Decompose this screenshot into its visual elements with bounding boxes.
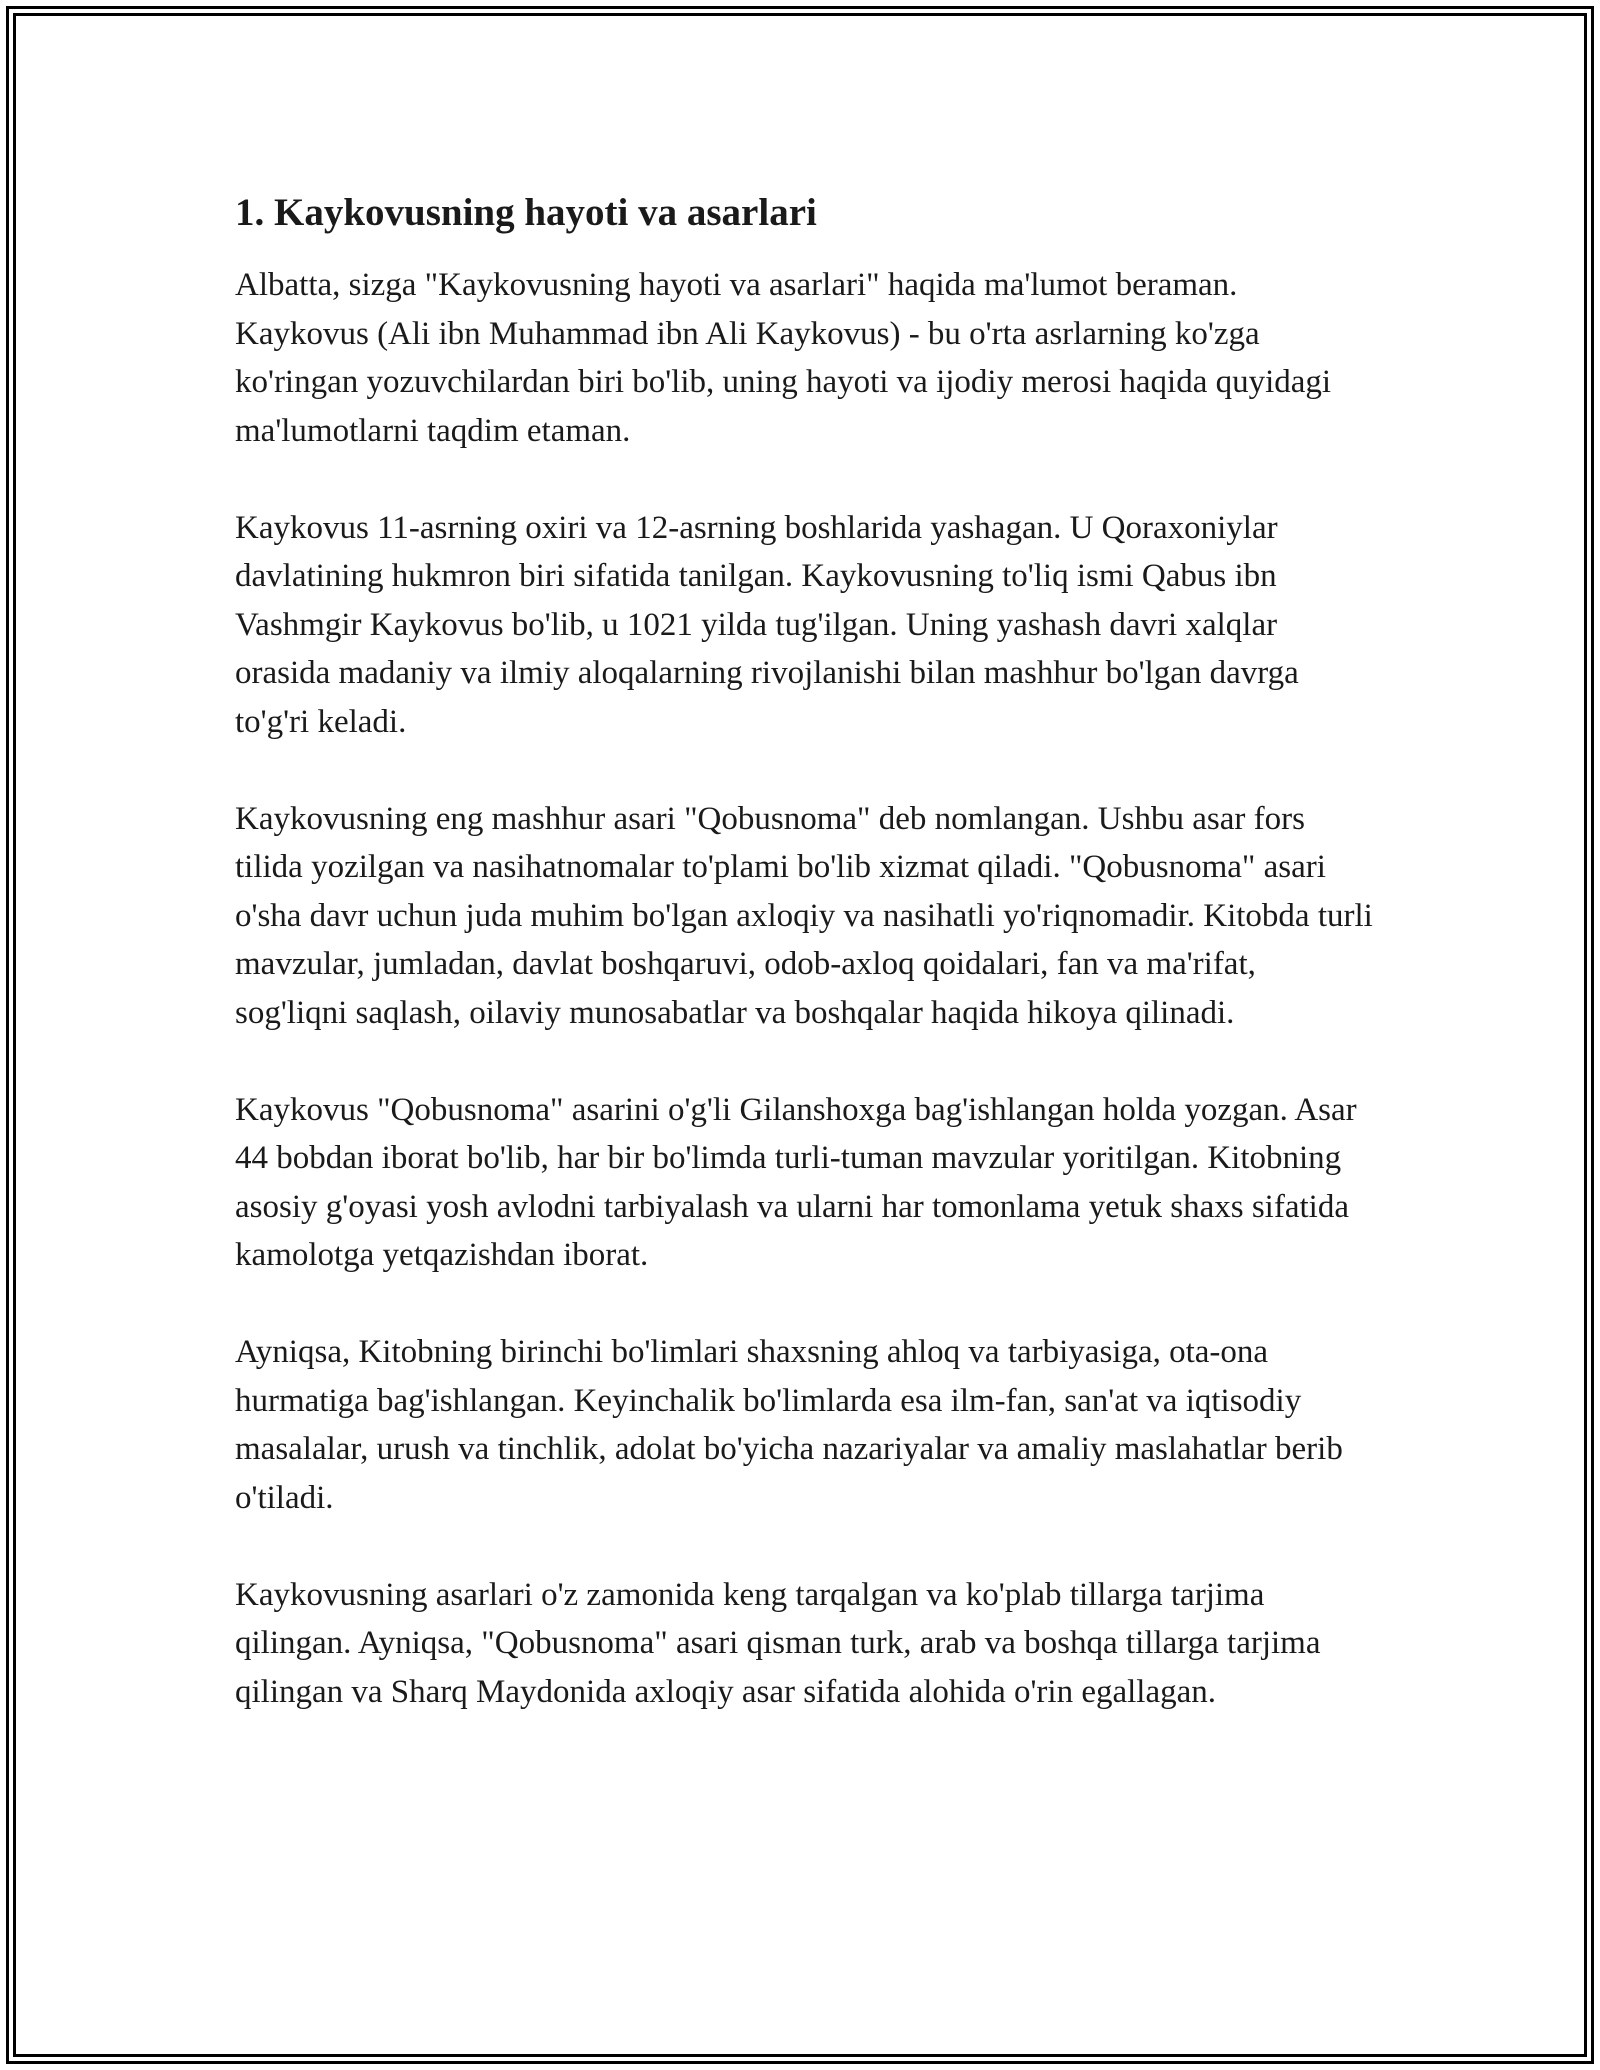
- paragraph-qobusnoma: Kaykovusning eng mashhur asari "Qobusnoma" deb nomlangan. Ushbu asar fors tilida yozilgan va nasihatnomalar to'plami bo'lib xizmat qiladi. "Qobusnoma" asari o'sha davr uchun juda muhim bo'lgan axloqiy va nasihatli yo'riqnomadir. Kitobda turli mavzular, jumladan, davlat boshqaruvi, odob-axloq qoidalari, fan va ma'rifat, sog'liqni saqlash, oilaviy munosabatlar va boshqalar haqida hikoya qilinadi.: [235, 800, 1373, 1031]
- paragraph-translations: Kaykovusning asarlari o'z zamonida keng tarqalgan va ko'plab tillarga tarjima qilingan. Ayniqsa, "Qobusnoma" asari qisman turk, arab va boshqa tillarga tarjima qilingan va Sharq Maydonida axloqiy asar sifatida alohida o'rin egallagan.: [235, 1576, 1321, 1710]
- paragraph-dedication: Kaykovus "Qobusnoma" asarini o'g'li Gilanshoxga bag'ishlangan holda yozgan. Asar 44 bobdan iborat bo'lib, har bir bo'limda turli-tuman mavzular yoritilgan. Kitobning asosiy g'oyasi yosh avlodni tarbiyalash va ularni har tomonlama yetuk shaxs sifatida kamolotga yetqazishdan iborat.: [235, 1091, 1357, 1273]
- paragraph-intro: Albatta, sizga "Kaykovusning hayoti va asarlari" haqida ma'lumot beraman. Kaykovus (Ali ibn Muhammad ibn Ali Kaykovus) - bu o'rta asrlarning ko'zga ko'ringan yozuvchilardan biri bo'lib, uning hayoti va ijodiy merosi haqida quyidagi ma'lumotlarni taqdim etaman.: [235, 267, 1332, 449]
- document-title: 1. Kaykovusning hayoti va asarlari: [235, 191, 817, 234]
- document-body: [235, 183, 1375, 1765]
- paragraph-biography: Kaykovus 11-asrning oxiri va 12-asrning boshlarida yashagan. U Qoraxoniylar davlatining hukmron biri sifatida tanilgan. Kaykovusning to'liq ismi Qabus ibn Vashmgir Kaykovus bo'lib, u 1021 yilda tug'ilgan. Uning yashash davri xalqlar orasida madaniy va ilmiy aloqalarning rivojlanishi bilan mashhur bo'lgan davrga to'g'ri keladi.: [235, 509, 1299, 740]
- paragraph-chapters: Ayniqsa, Kitobning birinchi bo'limlari shaxsning ahloq va tarbiyasiga, ota-ona hurmatiga bag'ishlangan. Keyinchalik bo'limlarda esa ilm-fan, san'at va iqtisodiy masalalar, urush va tinchlik, adolat bo'yicha nazariyalar va amaliy maslahatlar berib o'tiladi.: [235, 1334, 1343, 1516]
